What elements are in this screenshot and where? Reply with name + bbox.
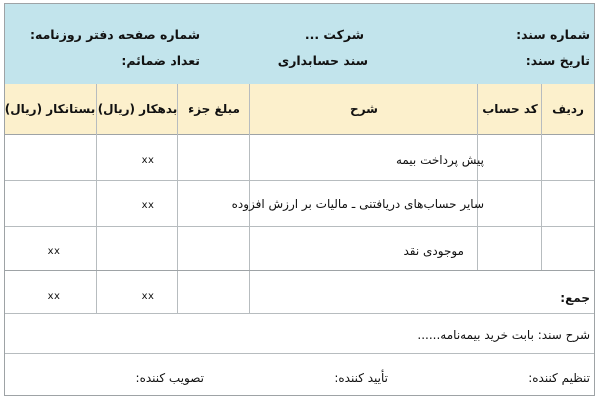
voucher-description: شرح سند: بابت خرید بیمه‌نامه...... <box>417 328 590 342</box>
total-row <box>5 270 594 314</box>
prepared-by-label: تنظیم کننده: <box>528 371 590 385</box>
column-header-account-code: کد حساب <box>482 102 538 116</box>
row-description: موجودی نقد <box>403 244 464 258</box>
attachments-count-label: تعداد ضمائم: <box>121 53 200 68</box>
approved-by-label: تصویب کننده: <box>135 371 204 385</box>
row-description: سایر حساب‌های دریافتنی ـ مالیات بر ارزش افزوده <box>231 197 484 211</box>
document-title: سند حسابداری <box>277 53 368 68</box>
row-debit: xx <box>141 200 155 211</box>
column-header-credit: بستانکار (ریال) <box>4 102 96 116</box>
total-debit: xx <box>141 291 155 302</box>
row-debit: xx <box>141 155 155 166</box>
journal-page-number-label: شماره صفحه دفتر روزنامه: <box>29 27 200 42</box>
voucher-header <box>5 4 594 85</box>
voucher-date-label: تاریخ سند: <box>525 53 590 68</box>
accounting-voucher <box>4 3 595 396</box>
column-header-debit: بدهکار (ریال) <box>97 102 178 116</box>
confirmed-by-label: تأیید کننده: <box>334 371 388 385</box>
total-label: جمع: <box>560 291 590 305</box>
column-header-partial-amount: مبلغ جزء <box>188 102 240 116</box>
column-header-row: ردیف <box>552 102 584 116</box>
row-credit: xx <box>47 246 61 257</box>
table-header <box>5 84 594 135</box>
column-header-description: شرح <box>350 102 378 116</box>
row-description: پیش پرداخت بیمه <box>395 153 484 167</box>
company-name: شرکت ... <box>304 27 364 42</box>
voucher-number-label: شماره سند: <box>516 27 590 42</box>
total-credit: xx <box>47 291 61 302</box>
